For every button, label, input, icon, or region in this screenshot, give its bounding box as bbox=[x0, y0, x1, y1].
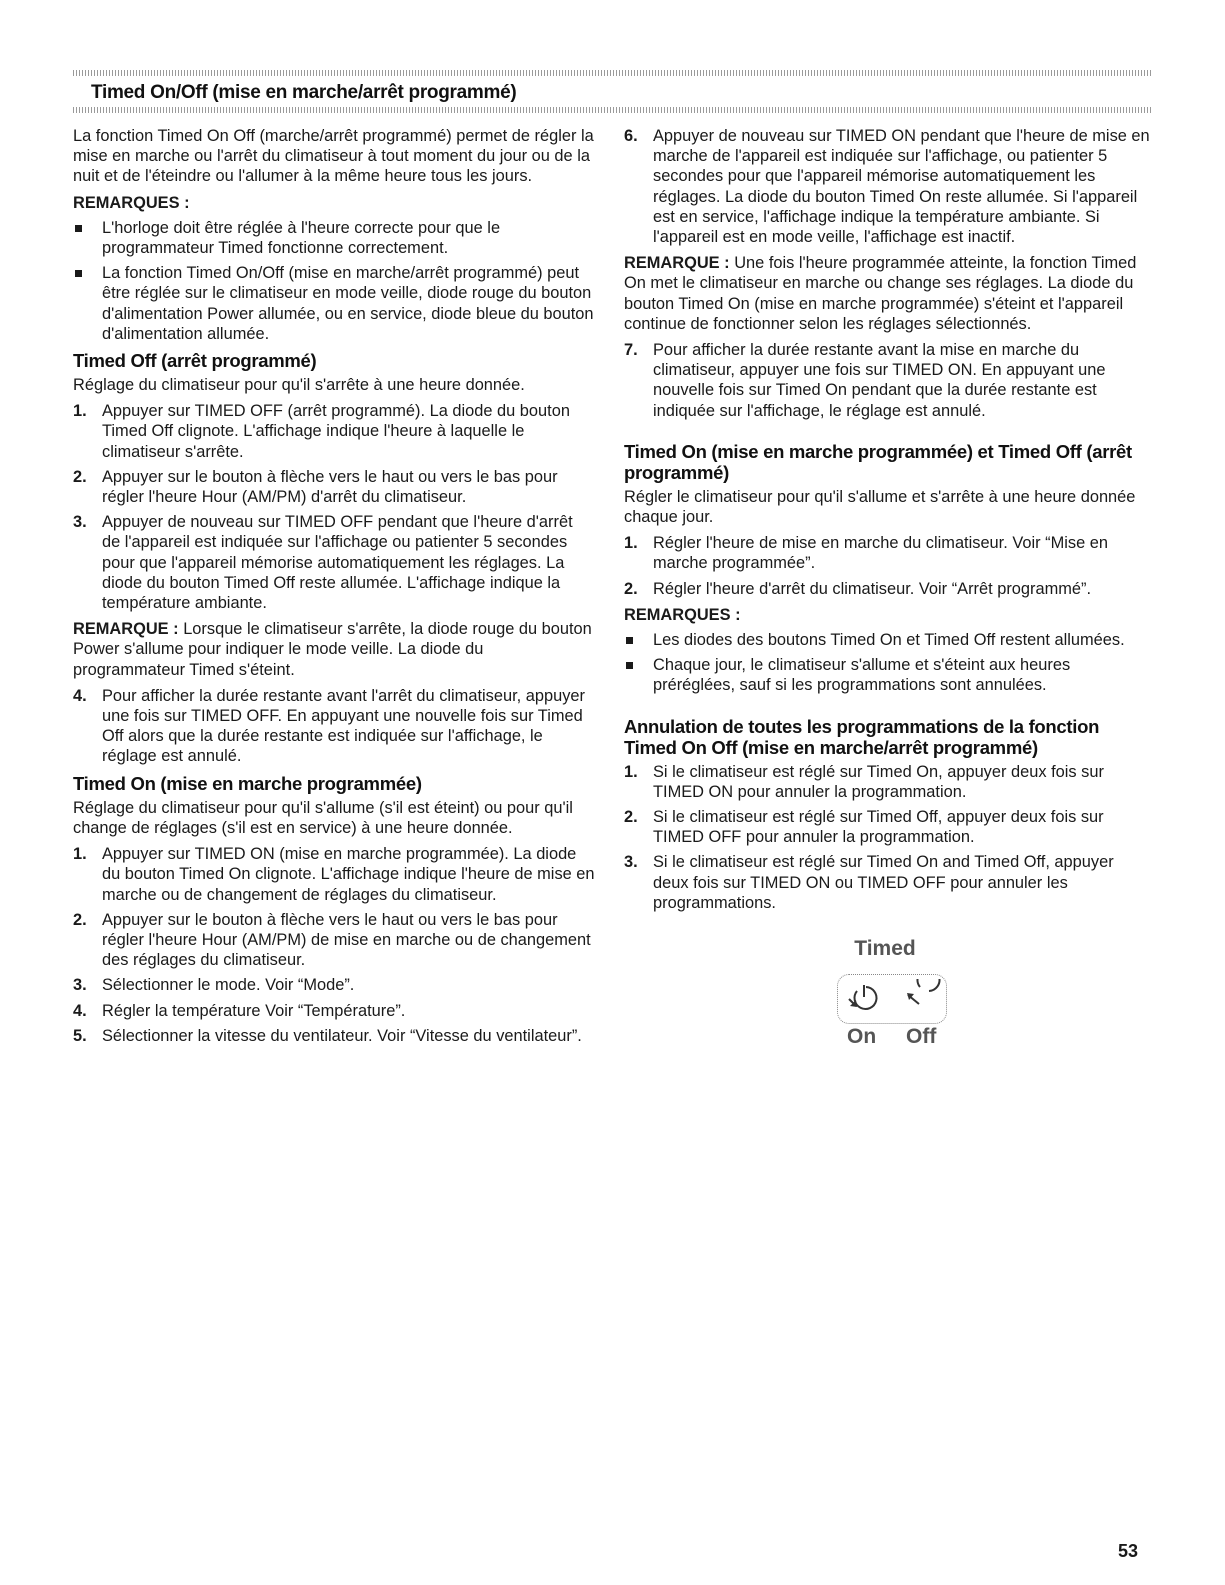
step-text: Régler la température Voir “Température”. bbox=[102, 1001, 406, 1020]
step-item bbox=[73, 467, 595, 507]
section-title: Timed On/Off (mise en marche/arrêt programmé) bbox=[91, 82, 517, 103]
step-number: 1. bbox=[73, 845, 87, 864]
step-item bbox=[73, 401, 595, 462]
intro-paragraph: La fonction Timed On Off (marche/arrêt programmé) permet de régler la mise en marche ou l'arrêt du climatiseur à tout moment du jour ou de la nuit et de l'éteindre ou l'allumer à la même heure tous les jours. bbox=[73, 127, 594, 186]
step-item bbox=[73, 686, 595, 767]
step-number: 1. bbox=[73, 402, 87, 421]
timed-off-label: Off bbox=[906, 1025, 937, 1049]
step-item bbox=[73, 512, 595, 613]
remarques-label: REMARQUES : bbox=[73, 193, 190, 212]
list-item: La fonction Timed On/Off (mise en marche/arrêt programmé) peut être réglée sur le climatiseur en mode veille, diode rouge du bouton d'alimentation Power allumée, ou en service, diode bleue du bouton d'alimentation allumée. bbox=[73, 263, 595, 344]
step-item bbox=[624, 579, 1151, 599]
timed-off-steps-after bbox=[73, 686, 595, 767]
timed-off-note bbox=[73, 619, 595, 680]
step-item bbox=[73, 975, 595, 995]
timed-on-steps-after bbox=[624, 340, 1151, 421]
step-text: Sélectionner le mode. Voir “Mode”. bbox=[102, 976, 355, 995]
step-item bbox=[624, 762, 1151, 802]
step-number: 2. bbox=[73, 467, 87, 486]
timed-on-steps-continued bbox=[624, 126, 1151, 247]
step-number: 2. bbox=[624, 579, 638, 598]
step-text: Régler l'heure de mise en marche du climatiseur. Voir “Mise en marche programmée”. bbox=[653, 534, 1108, 573]
step-number: 3. bbox=[73, 976, 87, 995]
timed-on-steps bbox=[73, 844, 595, 1046]
timed-figure-title: Timed bbox=[854, 937, 916, 961]
list-item: Chaque jour, le climatiseur s'allume et s'éteint aux heures préréglées, sauf si les programmations sont annulées. bbox=[624, 655, 1151, 695]
step-text: Appuyer de nouveau sur TIMED OFF pendant que l'heure d'arrêt de l'appareil est indiquée sur l'affichage ou patienter 5 secondes pour que l'appareil mémorise automatiquement les réglages. La diode du bouton Timed Off reste allumée. L'affichage indique la température ambiante. bbox=[102, 513, 573, 613]
step-text: Sélectionner la vitesse du ventilateur. Voir “Vitesse du ventilateur”. bbox=[102, 1026, 582, 1045]
left-column bbox=[73, 126, 595, 1052]
timed-off-intro: Réglage du climatiseur pour qu'il s'arrête à une heure donnée. bbox=[73, 376, 525, 395]
step-text: Appuyer sur le bouton à flèche vers le haut ou vers le bas pour régler l'heure Hour (AM/PM) de mise en marche ou de changement des réglages du climatiseur. bbox=[102, 910, 591, 970]
step-item bbox=[73, 910, 595, 971]
step-item bbox=[73, 1001, 595, 1021]
timed-off-icon bbox=[903, 979, 941, 1017]
step-text: Si le climatiseur est réglé sur Timed Off, appuyer deux fois sur TIMED OFF pour annuler la programmation. bbox=[653, 808, 1104, 847]
remarques-list bbox=[73, 218, 595, 344]
step-number: 3. bbox=[624, 853, 638, 872]
step-number: 1. bbox=[624, 762, 638, 781]
step-text: Pour afficher la durée restante avant l'arrêt du climatiseur, appuyer une fois sur TIMED OFF. En appuyant une nouvelle fois sur Timed Off alors que la durée restante est indiquée sur l'affichage, le réglage est annulé. bbox=[102, 686, 585, 766]
step-number: 3. bbox=[73, 513, 87, 532]
step-number: 5. bbox=[73, 1026, 87, 1045]
timed-on-icon bbox=[845, 979, 883, 1017]
timed-on-intro: Réglage du climatiseur pour qu'il s'allume (s'il est éteint) ou pour qu'il change de réglages (s'il est en service) à une heure donnée. bbox=[73, 798, 573, 837]
note-label: REMARQUE : bbox=[73, 620, 179, 639]
header-rule-top bbox=[73, 70, 1151, 76]
on-off-intro: Régler le climatiseur pour qu'il s'allume et s'arrête à une heure donnée chaque jour. bbox=[624, 487, 1136, 527]
step-number: 2. bbox=[624, 808, 638, 827]
step-text: Si le climatiseur est réglé sur Timed On and Timed Off, appuyer deux fois sur TIMED ON ou TIMED OFF pour annuler les programmations. bbox=[653, 853, 1114, 912]
step-item bbox=[73, 1026, 595, 1046]
cancel-heading: Annulation de toutes les programmations de la fonction Timed On Off (mise en marche/arrêt programmé) bbox=[624, 715, 1100, 758]
timed-on-label: On bbox=[847, 1025, 877, 1049]
note-label: REMARQUE : bbox=[624, 254, 730, 273]
page-number: 53 bbox=[1118, 1541, 1139, 1561]
right-column bbox=[624, 126, 1151, 1059]
step-text: Régler l'heure d'arrêt du climatiseur. Voir “Arrêt programmé”. bbox=[653, 579, 1092, 598]
step-text: Si le climatiseur est réglé sur Timed On, appuyer deux fois sur TIMED ON pour annuler la programmation. bbox=[653, 762, 1104, 801]
timed-on-heading: Timed On (mise en marche programmée) bbox=[73, 772, 422, 794]
on-off-remarques-list bbox=[624, 630, 1151, 696]
step-number: 1. bbox=[624, 534, 638, 553]
on-off-steps bbox=[624, 533, 1151, 599]
header-rule-bottom bbox=[73, 107, 1151, 113]
cancel-steps bbox=[624, 762, 1151, 913]
step-number: 2. bbox=[73, 910, 87, 929]
step-text: Pour afficher la durée restante avant la mise en marche du climatiseur, appuyer une fois sur TIMED ON. En appuyant une nouvelle fois sur Timed On pendant que la durée restante est indiquée sur l'affichage, le réglage est annulé. bbox=[653, 341, 1106, 420]
timed-off-steps bbox=[73, 401, 595, 613]
step-text: Appuyer sur TIMED OFF (arrêt programmé). La diode du bouton Timed Off clignote. L'affichage indique l'heure à laquelle le climatiseur s'arrête. bbox=[102, 402, 570, 461]
note-text: Lorsque le climatiseur s'arrête, la diode rouge du bouton Power s'allume pour indiquer le mode veille. La diode du programmateur Timed s'éteint. bbox=[73, 620, 592, 679]
step-text: Appuyer sur TIMED ON (mise en marche programmée). La diode du bouton Timed On clignote. L'affichage indique l'heure de mise en marche ou de changement de réglages du climatiseur. bbox=[102, 845, 595, 904]
step-number: 7. bbox=[624, 341, 638, 360]
list-item: Les diodes des boutons Timed On et Timed Off restent allumées. bbox=[624, 630, 1151, 650]
list-item: L'horloge doit être réglée à l'heure correcte pour que le programmateur Timed fonctionne correctement. bbox=[73, 218, 595, 258]
step-number: 6. bbox=[624, 127, 638, 145]
note-text: Une fois l'heure programmée atteinte, la fonction Timed On met le climatiseur en marche ou change ses réglages. La diode du bouton Timed On (mise en marche programmée) s'éteint et l'appareil continue de fonctionner selon les réglages sélectionnés. bbox=[624, 254, 1137, 333]
step-text: Appuyer sur le bouton à flèche vers le haut ou vers le bas pour régler l'heure Hour (AM/PM) d'arrêt du climatiseur. bbox=[102, 467, 558, 507]
step-item bbox=[624, 533, 1151, 573]
timed-buttons-figure bbox=[815, 939, 955, 1059]
step-text: Appuyer de nouveau sur TIMED ON pendant que l'heure de mise en marche de l'appareil est indiquée sur l'affichage, ou patienter 5 secondes pour que l'appareil mémorise automatiquement les réglages. La diode du bouton Timed On reste allumée. Si l'appareil est en service, l'affichage indique la température ambiante. Si l'appareil est en mode veille, l'affichage est inactif. bbox=[653, 127, 1150, 247]
step-number: 4. bbox=[73, 686, 87, 705]
step-item bbox=[73, 844, 595, 905]
on-off-heading: Timed On (mise en marche programmée) et Timed Off (arrêt programmé) bbox=[624, 440, 1132, 483]
timed-on-note bbox=[624, 253, 1151, 334]
remarques-label: REMARQUES : bbox=[624, 605, 741, 624]
step-number: 4. bbox=[73, 1001, 87, 1020]
timed-off-heading: Timed Off (arrêt programmé) bbox=[73, 350, 317, 372]
step-item bbox=[624, 807, 1151, 847]
step-item bbox=[624, 852, 1151, 913]
step-item bbox=[624, 340, 1151, 421]
step-item bbox=[624, 126, 1151, 247]
